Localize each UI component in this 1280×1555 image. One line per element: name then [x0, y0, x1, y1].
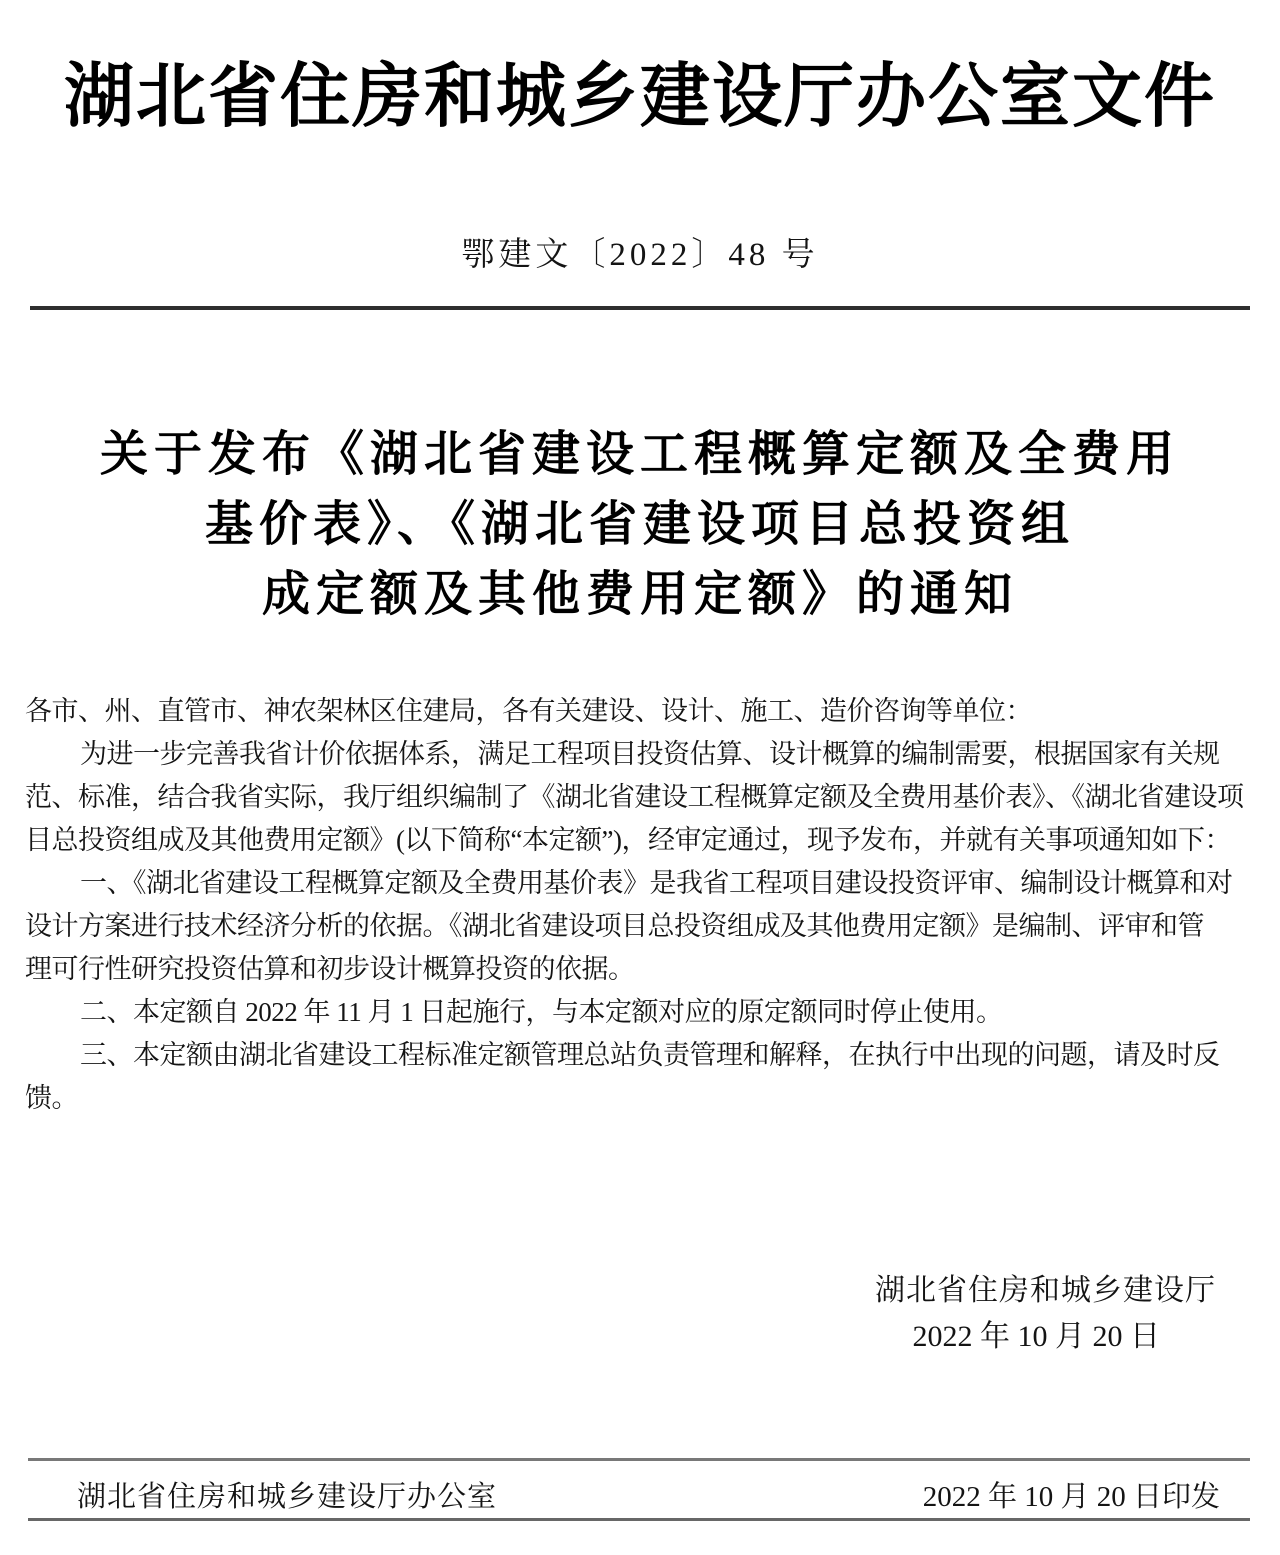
- notice-title-line: 基价表》、《湖北省建设项目总投资组: [204, 498, 1075, 551]
- body-line-salutation: 各市、州、直管市、神农架林区住建局，各有关建设、设计、施工、造价咨询等单位：: [25, 696, 1032, 726]
- footer-issuer-office: 湖北省住房和城乡建设厅办公室: [77, 1481, 498, 1513]
- body-line-item-1: 一、《湖北省建设工程概算定额及全费用基价表》是我省工程项目建设投资评审、编制设计概算和对: [80, 868, 1233, 898]
- body-line: 理可行性研究投资估算和初步设计概算投资的依据。: [25, 954, 635, 984]
- document-body: [25, 690, 1280, 1120]
- document-number: 鄂建文〔2022〕48 号: [461, 237, 819, 273]
- body-line: 设计方案进行技术经济分析的依据。《湖北省建设项目总投资组成及其他费用定额》是编制、评审和管: [25, 911, 1204, 941]
- header-divider-rule: [30, 306, 1250, 310]
- body-line: 目总投资组成及其他费用定额》(以下简称“本定额”)，经审定通过，现予发布，并就有关事项通知如下：: [25, 825, 1231, 855]
- body-line-item-2: 二、本定额自 2022 年 11 月 1 日起施行，与本定额对应的原定额同时停止使用。: [80, 997, 1003, 1027]
- body-line: 为进一步完善我省计价依据体系，满足工程项目投资估算、设计概算的编制需要，根据国家有关规: [80, 739, 1220, 769]
- footer-divider-top: [28, 1458, 1250, 1461]
- document-header-title: 湖北省住房和城乡建设厅办公室文件: [64, 59, 1216, 136]
- signature-block: [0, 1268, 1280, 1360]
- body-line: 馈。: [25, 1083, 78, 1113]
- footer-divider-bottom: [28, 1518, 1250, 1521]
- body-line: 范、标准，结合我省实际，我厅组织编制了《湖北省建设工程概算定额及全费用基价表》、《湖北省建设项: [25, 782, 1244, 812]
- body-line-item-3: 三、本定额由湖北省建设工程标准定额管理总站负责管理和解释，在执行中出现的问题，请及时反: [80, 1040, 1220, 1070]
- notice-title-line: 关于发布《湖北省建设工程概算定额及全费用: [99, 428, 1180, 481]
- signature-date: 2022 年 10 月 20 日: [912, 1320, 1160, 1353]
- notice-title: [0, 420, 1280, 630]
- footer: [77, 1474, 1220, 1515]
- notice-title-line: 成定额及其他费用定额》的通知: [261, 568, 1018, 621]
- signature-organization: 湖北省住房和城乡建设厅: [875, 1274, 1216, 1307]
- footer-print-date: 2022 年 10 月 20 日印发: [922, 1481, 1220, 1513]
